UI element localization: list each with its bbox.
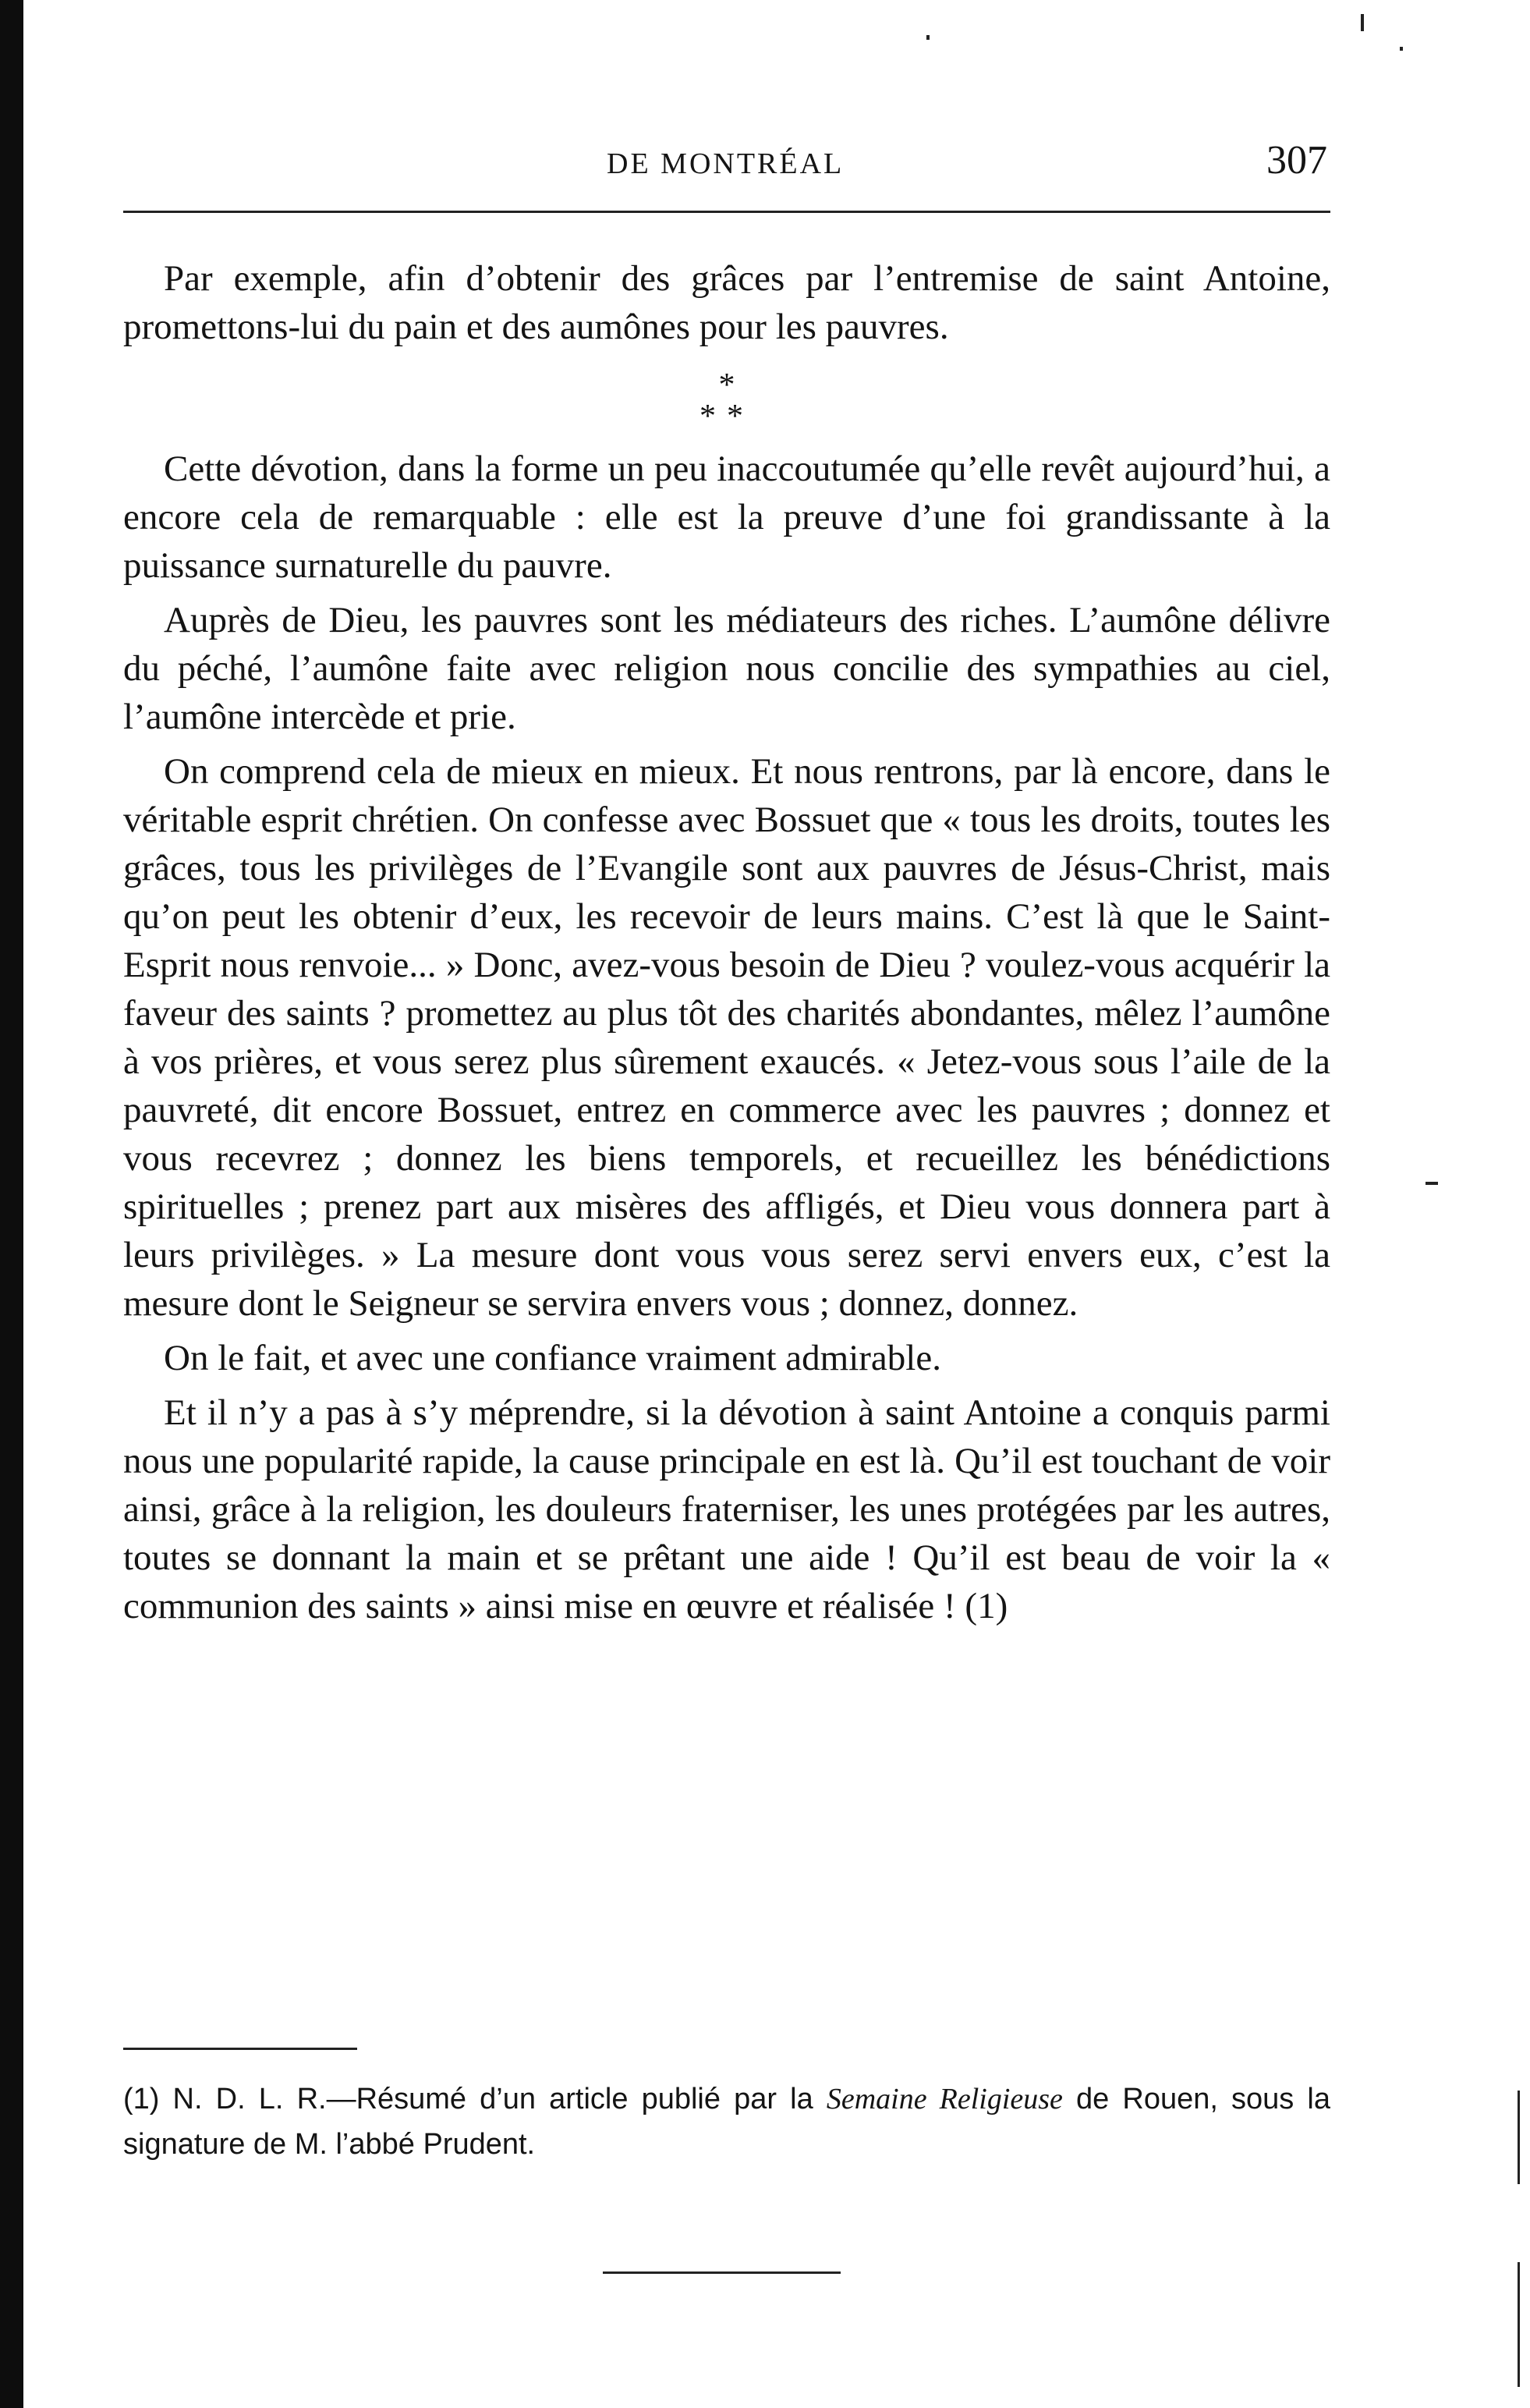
scan-speck [1400, 47, 1403, 51]
paragraph: On le fait, et avec une confiance vraiment admirable. [164, 1338, 941, 1378]
footnote-work-title: Semaine Religieuse [826, 2083, 1063, 2115]
asterism-top: * [718, 367, 735, 403]
book-page [123, 133, 1330, 2161]
paragraph: Et il n’y a pas à s’y méprendre, si la dévotion à saint Antoine a conquis parmi nous une popularité rapide, la cause principale en est là. Qu’il est touchant de voir ainsi, grâce à la religion, les douleurs fraterniser, les unes protégées par les autres, toutes se donnant la main et se prêtant une aide ! Qu’il est beau de voir la « communion des saints » ainsi mise en œuvre et réalisée ! (1) [123, 1392, 1330, 1626]
scan-speck [1426, 1182, 1438, 1185]
end-rule [603, 2271, 841, 2274]
asterism [123, 351, 1330, 445]
body-text [123, 254, 1330, 1630]
asterism-bottom: ** [699, 399, 754, 434]
scan-speck [1518, 2091, 1520, 2184]
page-number: 307 [1266, 138, 1327, 183]
footnote-rule [123, 2048, 357, 2050]
paragraph: Auprès de Dieu, les pauvres sont les médiateurs des riches. L’aumône délivre du péché, l’aumône faite avec religion nous concilie des sympathies au ciel, l’aumône intercède et prie. [123, 600, 1330, 737]
scan-speck [926, 35, 930, 40]
paragraph: On comprend cela de mieux en mieux. Et nous rentrons, par là encore, dans le véritable esprit chrétien. On confesse avec Bossuet que « tous les droits, toutes les grâces, tous les privilèges de l’Evangile sont aux pauvres de Jésus-Christ, mais qu’on peut les obtenir d’eux, les recevoir de leurs mains. C’est là que le Saint-Esprit nous renvoie... » Donc, avez-vous besoin de Dieu ? voulez-vous acquérir la faveur des saints ? promettez au plus tôt des charités abondantes, mêlez l’aumône à vos prières, et vous serez plus sûrement exaucés. « Jetez-vous sous l’aile de la pauvreté, dit encore Bossuet, entrez en commerce avec les pauvres ; donnez et vous recevrez ; donnez les biens temporels, et recueillez les bénédictions spirituelles ; prenez part aux misères des affligés, et Dieu vous donnera part à leurs privilèges. » La mesure dont vous vous serez servi envers eux, c’est la mesure dont le Seigneur se servira envers vous ; donnez, donnez. [123, 751, 1330, 1324]
page-header [123, 133, 1330, 187]
scan-speck [1361, 14, 1364, 31]
footnote [123, 2076, 1330, 2167]
footnote-tail: de Rouen, sous la signature de M. l’abbé Prudent. [123, 2083, 1330, 2161]
footnote-lead: (1) N. D. L. R.—Résumé d’un article publié par la [123, 2083, 813, 2115]
binding-edge [0, 0, 23, 2408]
paragraph: Par exemple, afin d’obtenir des grâces par l’entremise de saint Antoine, promettons-lui du pain et des aumônes pour les pauvres. [123, 258, 1330, 347]
paragraph: Cette dévotion, dans la forme un peu inaccoutumée qu’elle revêt aujourd’hui, a encore cela de remarquable : elle est la preuve d’une foi grandissante à la puissance surnaturelle du pauvre. [123, 449, 1330, 586]
header-rule [123, 211, 1330, 213]
running-head: DE MONTRÉAL [607, 147, 845, 180]
scan-speck [1518, 2262, 1520, 2387]
